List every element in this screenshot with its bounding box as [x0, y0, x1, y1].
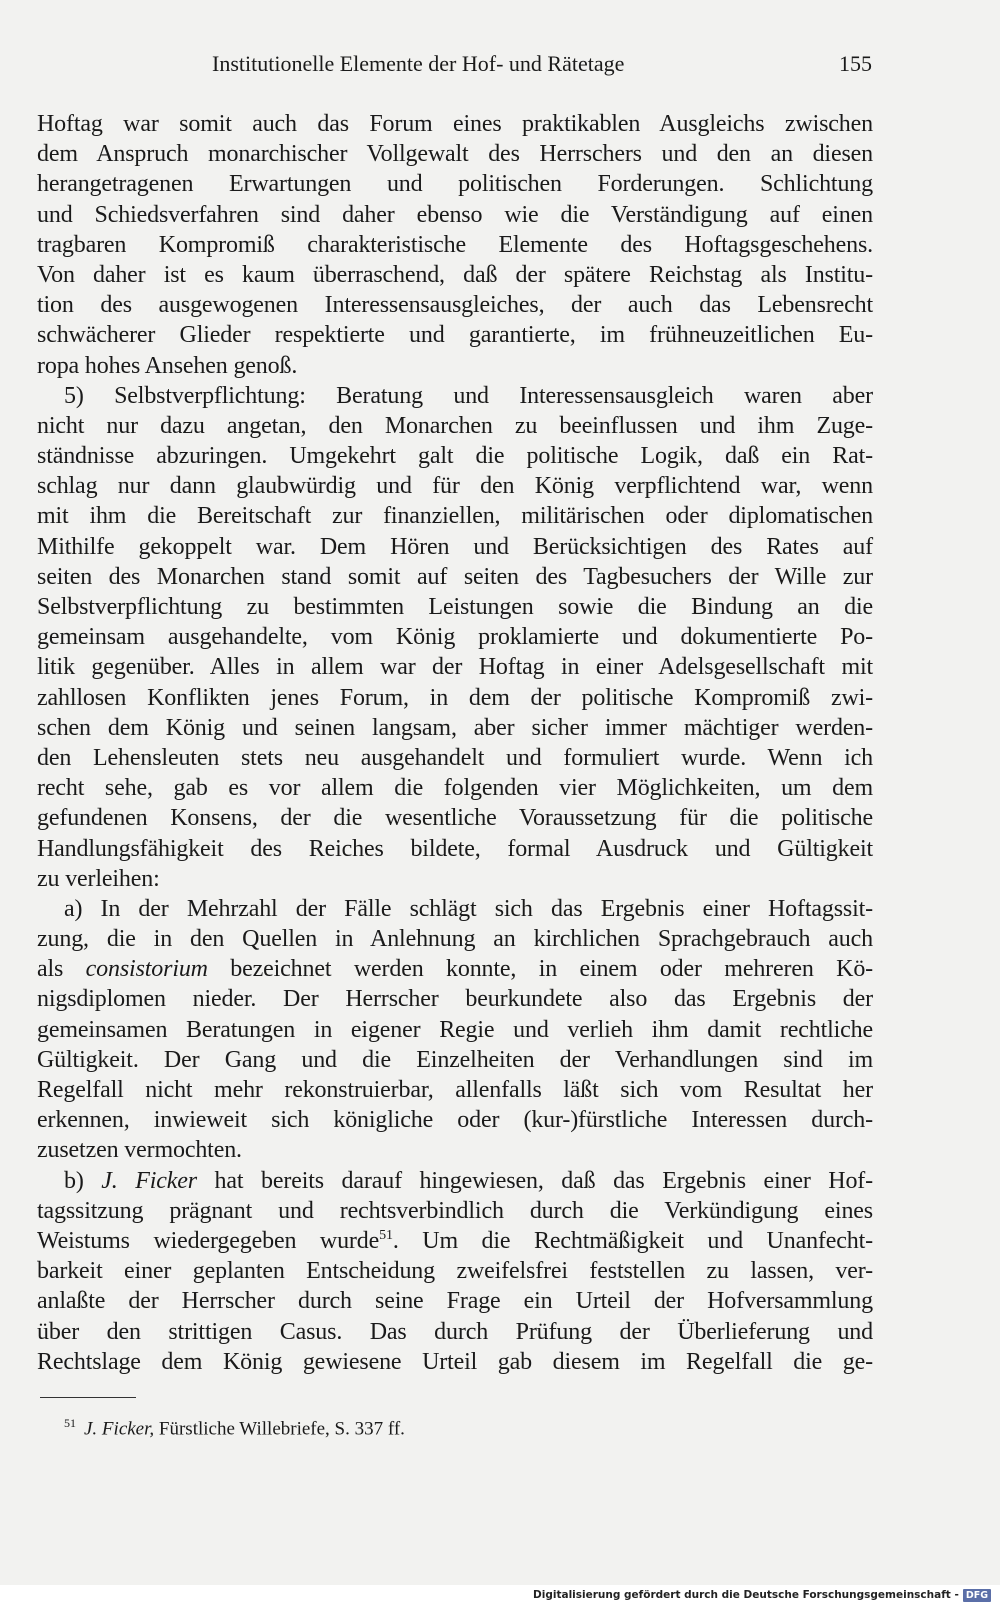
- text-segment: a) In der Mehrzahl der Fälle schlägt sich das Ergebnis einer Hoftagssit-: [64, 895, 873, 922]
- text-line: [37, 622, 873, 652]
- text-segment: . Um die Rechtmäßigkeit und Unanfecht-: [392, 1227, 873, 1254]
- text-line: [37, 894, 873, 924]
- text-line: [37, 1286, 873, 1316]
- text-line: [37, 532, 873, 562]
- text-line: [37, 381, 873, 411]
- text-segment: bezeichnet werden konnte, in einem oder mehreren Kö-: [207, 956, 874, 983]
- text-segment: b): [64, 1167, 102, 1194]
- text-line: [37, 471, 873, 501]
- text-segment: recht sehe, gab es vor allem die folgenden vier Möglichkeiten, um dem: [37, 775, 873, 802]
- text-segment: Mithilfe gekoppelt war. Dem Hören und Berücksichtigen des Rates auf: [37, 533, 873, 560]
- text-line: [37, 1166, 873, 1196]
- text-segment: und Schiedsverfahren sind daher ebenso wie die Verständigung auf einen: [37, 201, 873, 228]
- text-segment: Gültigkeit. Der Gang und die Einzelheiten der Verhandlungen sind im: [37, 1046, 873, 1073]
- text-line: [37, 1135, 873, 1165]
- text-segment: gefundenen Konsens, der die wesentliche Voraussetzung für die politische: [37, 805, 873, 832]
- text-line: [37, 1196, 873, 1226]
- text-line: [37, 501, 873, 531]
- text-line: [37, 441, 873, 471]
- footnote-divider: [40, 1397, 136, 1398]
- text-line: [37, 1347, 873, 1377]
- footnote: [64, 1411, 405, 1441]
- text-line: [37, 1075, 873, 1105]
- text-segment: Regelfall nicht mehr rekonstruierbar, allenfalls läßt sich vom Resultat her: [37, 1077, 873, 1103]
- text-line: [37, 743, 873, 773]
- text-segment: Weistums wiedergegeben wurde: [37, 1227, 380, 1254]
- text-segment: herangetragenen Erwartungen und politischen Forderungen. Schlichtung: [37, 171, 873, 198]
- page-number: 155: [839, 51, 872, 76]
- footnote-author: J. Ficker,: [84, 1418, 155, 1440]
- text-segment: gemeinsam ausgehandelte, vom König proklamierte und dokumentierte Po-: [37, 624, 873, 651]
- text-line: [37, 1256, 873, 1286]
- text-line: [37, 1317, 873, 1347]
- text-segment: mit ihm die Bereitschaft zur finanziellen, militärischen oder diplomatischen: [37, 503, 873, 530]
- text-segment: nigsdiplomen nieder. Der Herrscher beurkundete also das Ergebnis der: [37, 986, 873, 1013]
- text-segment: Selbstverpflichtung zu bestimmten Leistungen sowie die Bindung an die: [37, 594, 873, 620]
- text-line: [37, 984, 873, 1014]
- text-line: [37, 954, 873, 984]
- text-line: [37, 562, 873, 592]
- text-segment: barkeit einer geplanten Entscheidung zweifelsfrei feststellen zu lassen, ver-: [37, 1258, 873, 1285]
- text-segment: seiten des Monarchen stand somit auf seiten des Tagbesuchers der Wille zur: [37, 563, 873, 590]
- text-segment: nicht nur dazu angetan, den Monarchen zu beeinflussen und ihm Zuge-: [37, 412, 873, 439]
- text-line: [37, 924, 873, 954]
- text-line: [37, 230, 873, 260]
- text-segment: tragbaren Kompromiß charakteristische Elemente des Hoftagsgeschehens.: [37, 231, 873, 258]
- text-segment: als: [37, 956, 86, 983]
- text-segment: ständnisse abzuringen. Umgekehrt galt die politische Logik, daß ein Rat-: [37, 443, 873, 470]
- text-line: [37, 773, 873, 803]
- text-segment: Rechtslage dem König gewiesene Urteil gab diesem im Regelfall die ge-: [37, 1348, 873, 1375]
- text-segment: den Lehensleuten stets neu ausgehandelt und formuliert wurde. Wenn ich: [37, 744, 873, 771]
- text-line: [37, 864, 873, 894]
- italic-text: consistorium: [85, 956, 208, 983]
- text-segment: Von daher ist es kaum überraschend, daß der spätere Reichstag als Institu-: [37, 261, 873, 288]
- italic-text: J. Ficker: [101, 1167, 197, 1194]
- text-segment: schlag nur dann glaubwürdig und für den König verpflichtend war, wenn: [37, 473, 873, 500]
- footnote-text: Fürstliche Willebriefe, S. 337 ff.: [154, 1418, 405, 1440]
- text-line: [37, 592, 873, 622]
- digitization-footer: [0, 1585, 1000, 1605]
- text-segment: Handlungsfähigkeit des Reiches bildete, formal Ausdruck und Gültigkeit: [37, 835, 873, 862]
- footnote-reference: 51: [379, 1227, 393, 1243]
- text-line: [37, 109, 873, 139]
- text-segment: zung, die in den Quellen in Anlehnung an kirchlichen Sprachgebrauch auch: [37, 926, 873, 953]
- text-segment: anlaßte der Herrscher durch seine Frage ein Urteil der Hofversammlung: [37, 1288, 873, 1315]
- text-line: [37, 1015, 873, 1045]
- footer-credit: Digitalisierung gefördert durch die Deutsche Forschungsgemeinschaft -: [533, 1589, 959, 1601]
- text-line: [37, 290, 873, 320]
- text-line: [37, 803, 873, 833]
- text-segment: zu verleihen:: [37, 865, 160, 892]
- text-segment: tion des ausgewogenen Interessensausgleiches, der auch das Lebensrecht: [37, 292, 873, 319]
- text-line: [37, 652, 873, 682]
- text-line: [37, 834, 873, 864]
- text-line: [37, 1226, 873, 1256]
- text-segment: dem Anspruch monarchischer Vollgewalt des Herrschers und den an diesen: [37, 141, 873, 168]
- text-line: [37, 200, 873, 230]
- text-line: [37, 169, 873, 199]
- text-line: [37, 1105, 873, 1135]
- text-segment: schen dem König und seinen langsam, aber sicher immer mächtiger werden-: [37, 714, 873, 741]
- body-text: [37, 109, 873, 1377]
- text-segment: Hoftag war somit auch das Forum eines praktikablen Ausgleichs zwischen: [37, 111, 873, 137]
- text-segment: tagssitzung prägnant und rechtsverbindlich durch die Verkündigung eines: [37, 1197, 873, 1224]
- text-line: [37, 411, 873, 441]
- text-segment: schwächerer Glieder respektierte und garantierte, im frühneuzeitlichen Eu-: [37, 322, 873, 349]
- running-title: Institutionelle Elemente der Hof- und Rätetage: [212, 51, 625, 76]
- footnote-number: 51: [64, 1416, 76, 1430]
- text-line: [37, 320, 873, 350]
- text-line: [37, 139, 873, 169]
- text-segment: gemeinsamen Beratungen in eigener Regie und verlieh ihm damit rechtliche: [37, 1016, 873, 1043]
- text-line: [37, 1045, 873, 1075]
- text-segment: 5) Selbstverpflichtung: Beratung und Interessensausgleich waren aber: [64, 382, 873, 409]
- dfg-logo: DFG: [963, 1589, 991, 1602]
- text-line: [37, 713, 873, 743]
- text-line: [37, 351, 873, 381]
- text-segment: ropa hohes Ansehen genoß.: [37, 352, 298, 379]
- text-line: [37, 260, 873, 290]
- text-segment: zahllosen Konflikten jenes Forum, in dem der politische Kompromiß zwi-: [37, 684, 873, 711]
- text-segment: hat bereits darauf hingewiesen, daß das Ergebnis einer Hof-: [196, 1167, 873, 1194]
- text-segment: erkennen, inwieweit sich königliche oder (kur-)fürstliche Interessen durch-: [37, 1107, 873, 1134]
- text-segment: zusetzen vermochten.: [37, 1137, 242, 1164]
- text-segment: über den strittigen Casus. Das durch Prüfung der Überlieferung und: [37, 1318, 873, 1345]
- text-segment: litik gegenüber. Alles in allem war der Hoftag in einer Adelsgesellschaft mit: [37, 654, 873, 681]
- text-line: [37, 683, 873, 713]
